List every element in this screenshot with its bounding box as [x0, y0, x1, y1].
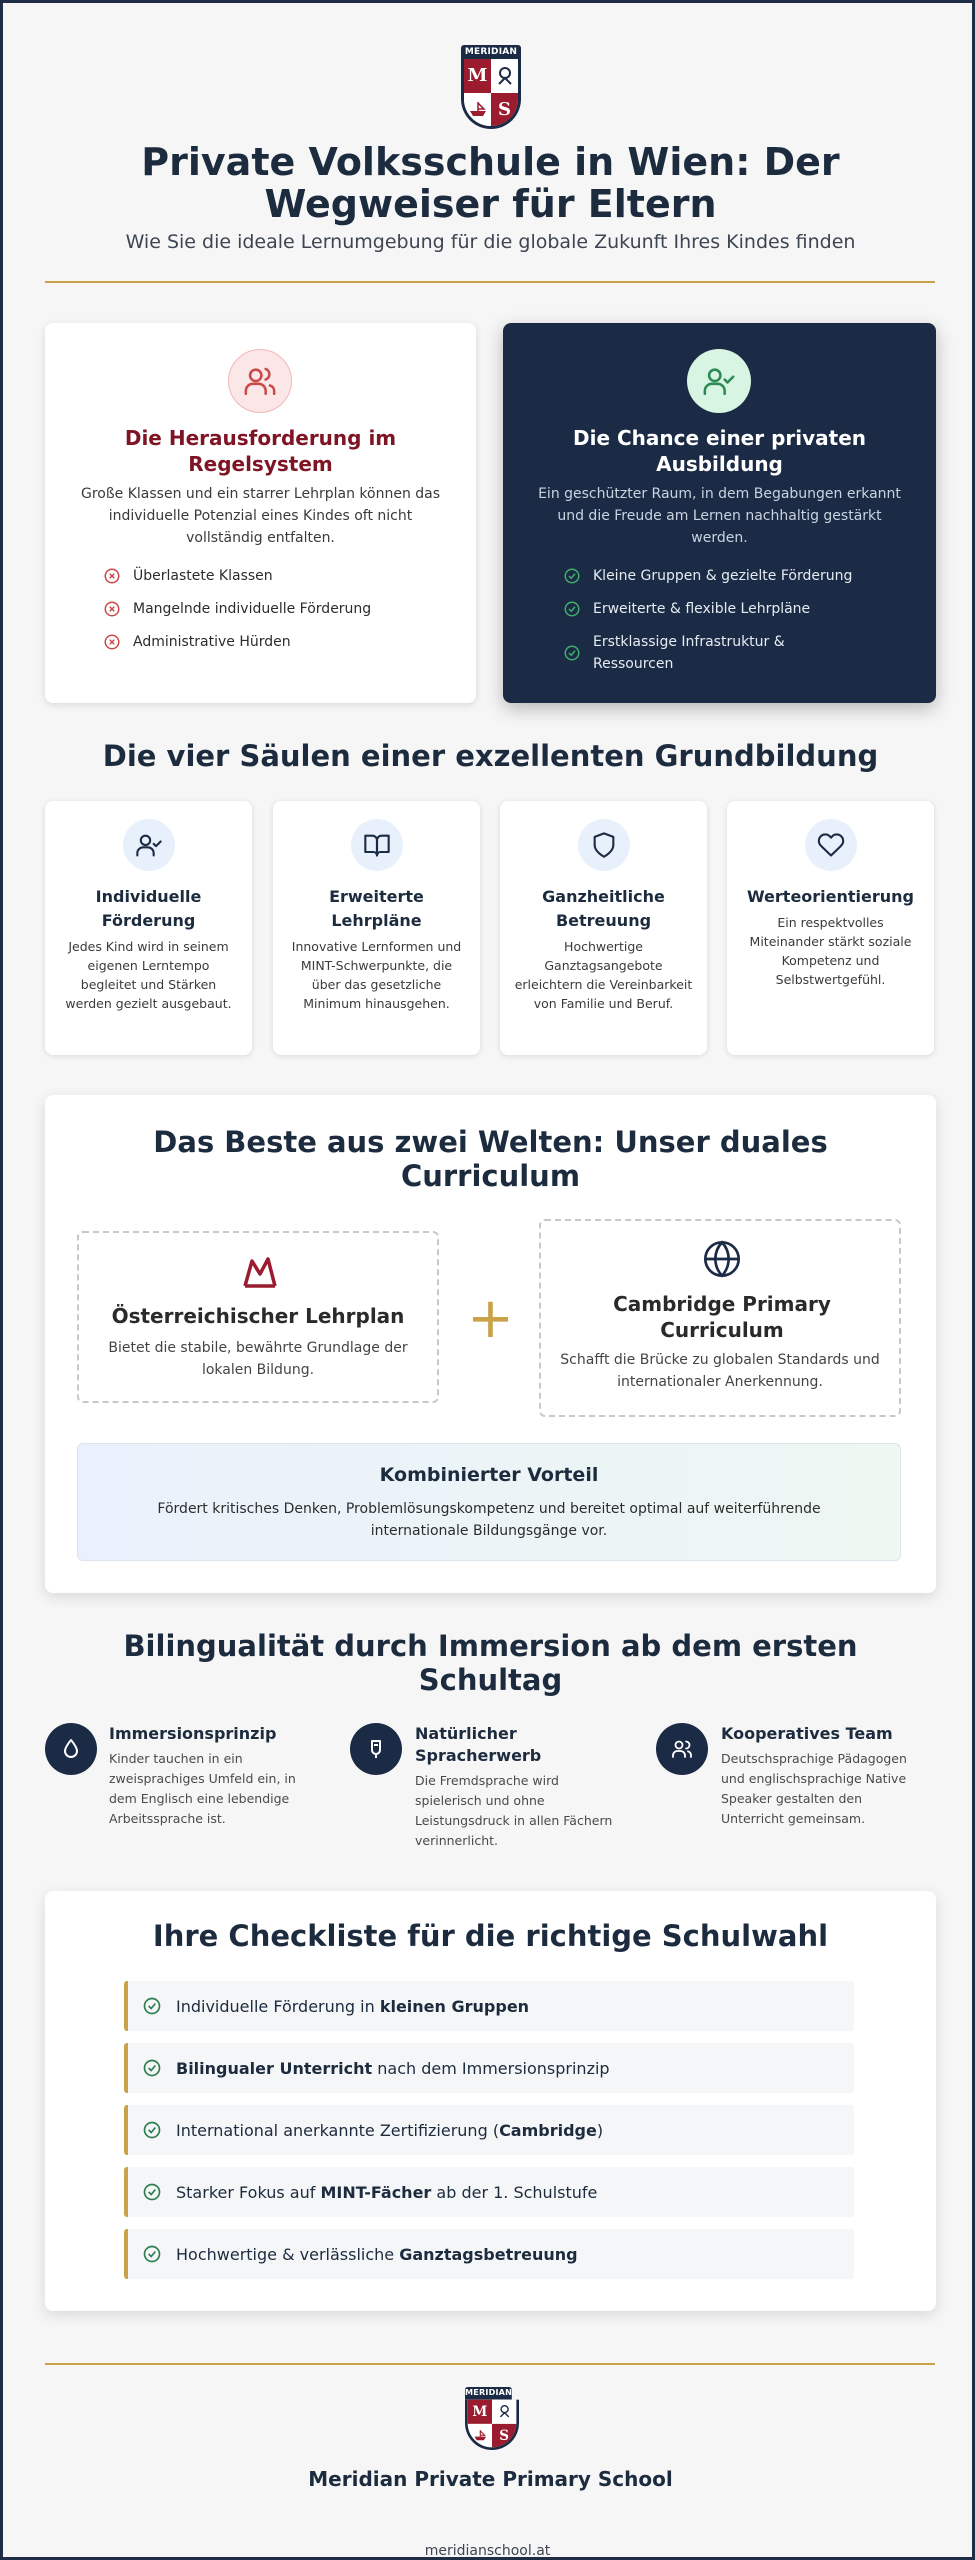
divider	[45, 281, 935, 283]
crest-icon	[491, 59, 518, 93]
heart-icon	[805, 819, 857, 871]
pillar-title: Werteorientierung	[746, 887, 915, 906]
pillar-card	[727, 801, 934, 1055]
pillar-text: Ein respektvolles Miteinander stärkt soziale Kompetenz und Selbstwertgefühl.	[749, 915, 912, 987]
shield-icon	[578, 819, 630, 871]
bilingual-title: Bilingualität durch Immersion ab dem ersten Schultag	[123, 1629, 858, 1697]
footer-url-link[interactable]: meridianschool.at	[424, 2543, 551, 2559]
check-circle-icon	[142, 2244, 162, 2264]
checklist-item: International anerkannte Zertifizierung (Cambridge)	[124, 2105, 854, 2155]
chance-text: Ein geschützter Raum, in dem Begabungen erkannt und die Freude am Lernen nachhaltig gestärkt werden.	[538, 486, 901, 546]
logo-letter-m: M	[468, 2400, 492, 2424]
cambridge-curriculum-box	[539, 1219, 901, 1417]
footer-school-name: Meridian Private Primary School	[308, 2467, 673, 2491]
pillar-title: Erweiterte Lehrpläne	[329, 887, 424, 930]
logo-letter-m: M	[464, 59, 491, 93]
book-open-icon	[351, 819, 403, 871]
chance-item: Erweiterte & flexible Lehrpläne	[563, 598, 810, 620]
x-circle-icon	[103, 633, 121, 651]
check-circle-icon	[142, 2182, 162, 2202]
mountain-icon	[242, 1255, 278, 1289]
check-circle-icon	[142, 2120, 162, 2140]
challenge-item: Mangelnde individuelle Förderung	[103, 598, 371, 620]
users-icon	[228, 349, 292, 413]
combined-title: Kombinierter Vorteil	[379, 1464, 599, 1486]
cambridge-text: Schafft die Brücke zu globalen Standards und internationaler Anerkennung.	[560, 1352, 880, 1390]
ship-icon	[464, 93, 491, 127]
bilingual-item-title: Immersionsprinzip	[109, 1724, 277, 1743]
pillar-card	[500, 801, 707, 1055]
checklist-title: Ihre Checkliste für die richtige Schulwahl	[152, 1919, 829, 1953]
cambridge-title: Cambridge Primary Curriculum	[613, 1292, 831, 1342]
ship-icon	[468, 2423, 492, 2447]
combined-advantage-box	[77, 1443, 901, 1561]
checklist-item: Individuelle Förderung in kleinen Gruppen	[124, 1981, 854, 2031]
check-circle-icon	[563, 644, 581, 662]
challenge-card	[45, 323, 476, 703]
pillar-text: Jedes Kind wird in seinem eigenen Lerntempo begleitet und Stärken werden gezielt ausgebaut.	[65, 939, 232, 1011]
x-circle-icon	[103, 600, 121, 618]
footer-divider	[45, 2363, 935, 2365]
check-circle-icon	[563, 600, 581, 618]
chance-title: Die Chance einer privaten Ausbildung	[573, 426, 866, 476]
user-check-icon	[687, 349, 751, 413]
curriculum-title: Das Beste aus zwei Welten: Unser duales Curriculum	[153, 1125, 828, 1193]
challenge-item: Administrative Hürden	[103, 631, 291, 653]
bilingual-item-text: Kinder tauchen in ein zweisprachiges Umfeld ein, in dem Englisch eine lebendige Arbeitssprache ist.	[109, 1751, 296, 1826]
droplet-icon	[45, 1723, 97, 1775]
footer-logo	[465, 2387, 512, 2450]
pillars-title: Die vier Säulen einer exzellenten Grundbildung	[102, 739, 879, 773]
crest-icon	[492, 2400, 516, 2424]
bilingual-item-text: Die Fremdsprache wird spielerisch und ohne Leistungsdruck in allen Fächern verinnerlicht.	[415, 1773, 613, 1848]
chance-item: Kleine Gruppen & gezielte Förderung	[563, 565, 852, 587]
school-logo	[461, 45, 521, 129]
pillar-card	[45, 801, 252, 1055]
chance-card	[503, 323, 936, 703]
checklist-item: Bilingualer Unterricht nach dem Immersionsprinzip	[124, 2043, 854, 2093]
logo-letter-s: S	[492, 2423, 516, 2447]
pillar-title: Ganzheitliche Betreuung	[542, 887, 665, 930]
check-circle-icon	[142, 2058, 162, 2078]
logo-caption: MERIDIAN	[465, 2388, 513, 2398]
logo-caption: MERIDIAN	[461, 45, 521, 59]
bilingual-item-title: Kooperatives Team	[721, 1724, 893, 1743]
bilingual-item-title: Natürlicher Spracherwerb	[415, 1724, 542, 1765]
curriculum-card	[45, 1095, 936, 1593]
pillar-card	[273, 801, 480, 1055]
checklist-item: Starker Fokus auf MINT-Fächer ab der 1. Schulstufe	[124, 2167, 854, 2217]
user-check-icon	[123, 819, 175, 871]
chance-item: Erstklassige Infrastruktur & Ressourcen	[563, 631, 823, 675]
globe-icon	[702, 1239, 742, 1279]
speech-icon	[350, 1723, 402, 1775]
plus-sign: +	[467, 1286, 514, 1351]
team-icon	[656, 1723, 708, 1775]
challenge-item: Überlastete Klassen	[103, 565, 273, 587]
check-circle-icon	[142, 1996, 162, 2016]
pillar-title: Individuelle Förderung	[95, 887, 202, 930]
austrian-curriculum-box	[77, 1231, 439, 1403]
pillar-text: Hochwertige Ganztagsangebote erleichtern die Vereinbarkeit von Familie und Beruf.	[514, 939, 693, 1011]
austrian-title: Österreichischer Lehrplan	[111, 1304, 405, 1328]
challenge-title: Die Herausforderung im Regelsystem	[124, 426, 397, 476]
x-circle-icon	[103, 567, 121, 585]
page-title: Private Volksschule in Wien: Der Wegweiser für Eltern	[141, 140, 840, 226]
checklist-item: Hochwertige & verlässliche Ganztagsbetreuung	[124, 2229, 854, 2279]
check-circle-icon	[563, 567, 581, 585]
austrian-text: Bietet die stabile, bewährte Grundlage der lokalen Bildung.	[108, 1340, 408, 1378]
pillar-text: Innovative Lernformen und MINT-Schwerpunkte, die über das gesetzliche Minimum hinausgehen.	[291, 939, 462, 1011]
bilingual-item-text: Deutschsprachige Pädagogen und englischsprachige Native Speaker gestalten den Unterricht gemeinsam.	[721, 1751, 907, 1826]
logo-letter-s: S	[491, 93, 518, 127]
page-subtitle: Wie Sie die ideale Lernumgebung für die globale Zukunft Ihres Kindes finden	[125, 231, 856, 253]
combined-text: Fördert kritisches Denken, Problemlösungskompetenz und bereitet optimal auf weiterführende internationale Bildungsgänge vor.	[157, 1501, 821, 1539]
challenge-text: Große Klassen und ein starrer Lehrplan können das individuelle Potenzial eines Kindes oft nicht vollständig entfalten.	[80, 486, 441, 546]
